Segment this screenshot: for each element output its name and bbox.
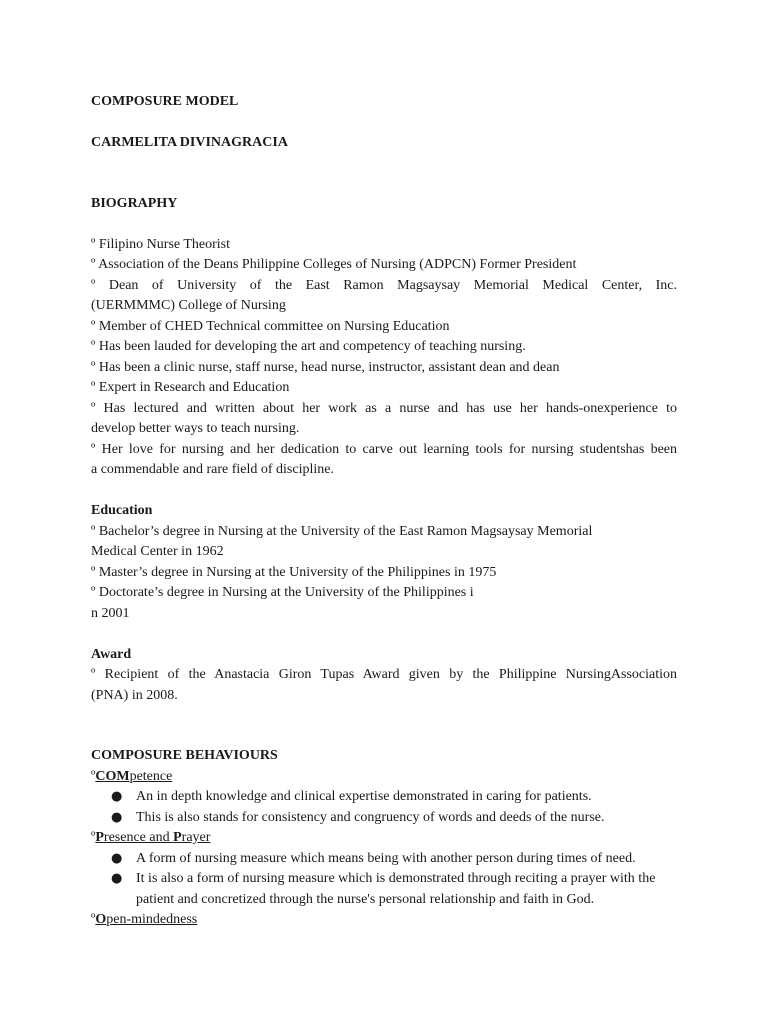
bio-line: (UERMMMC) College of Nursing xyxy=(91,298,286,313)
bio-line: a commendable and rare field of discipline. xyxy=(91,462,334,477)
competence-heading xyxy=(91,767,677,788)
bio-line: º Dean of University of the East Ramon Magsaysay Memorial Medical Center, Inc. xyxy=(91,277,677,293)
list-item xyxy=(91,808,677,829)
degree-marker: º xyxy=(91,768,96,784)
theorist-name: CARMELITA DIVINAGRACIA xyxy=(91,135,288,150)
document-content xyxy=(91,92,677,931)
education-line: º Doctorate’s degree in Nursing at the University of the Philippines i xyxy=(91,585,474,600)
bio-line: º Member of CHED Technical committee on Nursing Education xyxy=(91,318,450,334)
bio-line: º Has been lauded for developing the art and competency of teaching nursing. xyxy=(91,339,526,354)
bullet-text: An in depth knowledge and clinical expertise demonstrated in caring for patients. xyxy=(136,789,592,804)
award-line: º Recipient of the Anastacia Giron Tupas Award given by the Philippine NursingAssociation xyxy=(91,667,677,682)
presence-heading xyxy=(91,828,677,849)
bio-line: º Association of the Deans Philippine Colleges of Nursing (ADPCN) Former President xyxy=(91,257,577,272)
list-item xyxy=(91,787,677,808)
prayer-letter: P xyxy=(173,830,182,845)
bullet-icon: ● xyxy=(111,809,123,825)
bio-line: º Her love for nursing and her dedication to carve out learning tools for nursing studentshas been xyxy=(91,441,677,457)
biography-heading: BIOGRAPHY xyxy=(91,195,178,211)
education-line: Medical Center in 1962 xyxy=(91,544,224,559)
list-item xyxy=(91,869,677,910)
open-rest: pen-mindedness xyxy=(106,912,198,927)
competence-acronym: COM xyxy=(95,768,130,784)
open-letter: O xyxy=(95,912,107,927)
document-title: COMPOSURE MODEL xyxy=(91,94,239,109)
presence-text: resence and xyxy=(103,830,174,845)
degree-marker: º xyxy=(91,912,96,927)
bullet-icon: ● xyxy=(111,789,123,804)
education-line: º Master’s degree in Nursing at the University of the Philippines in 1975 xyxy=(91,564,497,580)
behaviours-heading: COMPOSURE BEHAVIOURS xyxy=(91,748,278,763)
award-heading: Award xyxy=(91,646,132,662)
award-line: (PNA) in 2008. xyxy=(91,687,178,703)
prayer-text: rayer xyxy=(181,830,211,845)
bullet-text: This is also stands for consistency and congruency of words and deeds of the nurse. xyxy=(136,809,605,825)
competence-bullets xyxy=(91,787,677,828)
presence-letter: P xyxy=(95,830,104,845)
bullet-text: It is also a form of nursing measure which is demonstrated through reciting a prayer with the patient and concretized through the nurse's personal relationship and faith in God. xyxy=(136,871,656,907)
bullet-icon: ● xyxy=(111,871,123,886)
degree-marker: º xyxy=(91,830,96,845)
bio-line: º Has lectured and written about her work as a nurse and has use her hands-onexperience to xyxy=(91,400,677,416)
bullet-text: A form of nursing measure which means being with another person during times of need. xyxy=(136,850,636,866)
competence-rest: petence xyxy=(129,768,173,784)
presence-bullets xyxy=(91,849,677,911)
list-item xyxy=(91,849,677,870)
bio-line: º Has been a clinic nurse, staff nurse, head nurse, instructor, assistant dean and dean xyxy=(91,359,560,375)
open-mindedness-heading xyxy=(91,910,677,931)
bio-line: º Filipino Nurse Theorist xyxy=(91,236,231,252)
education-line: º Bachelor’s degree in Nursing at the University of the East Ramon Magsaysay Memorial xyxy=(91,523,593,539)
bio-line: º Expert in Research and Education xyxy=(91,380,290,395)
education-heading: Education xyxy=(91,503,153,518)
bullet-icon: ● xyxy=(111,850,123,866)
education-line: n 2001 xyxy=(91,605,130,621)
bio-line: develop better ways to teach nursing. xyxy=(91,421,300,436)
